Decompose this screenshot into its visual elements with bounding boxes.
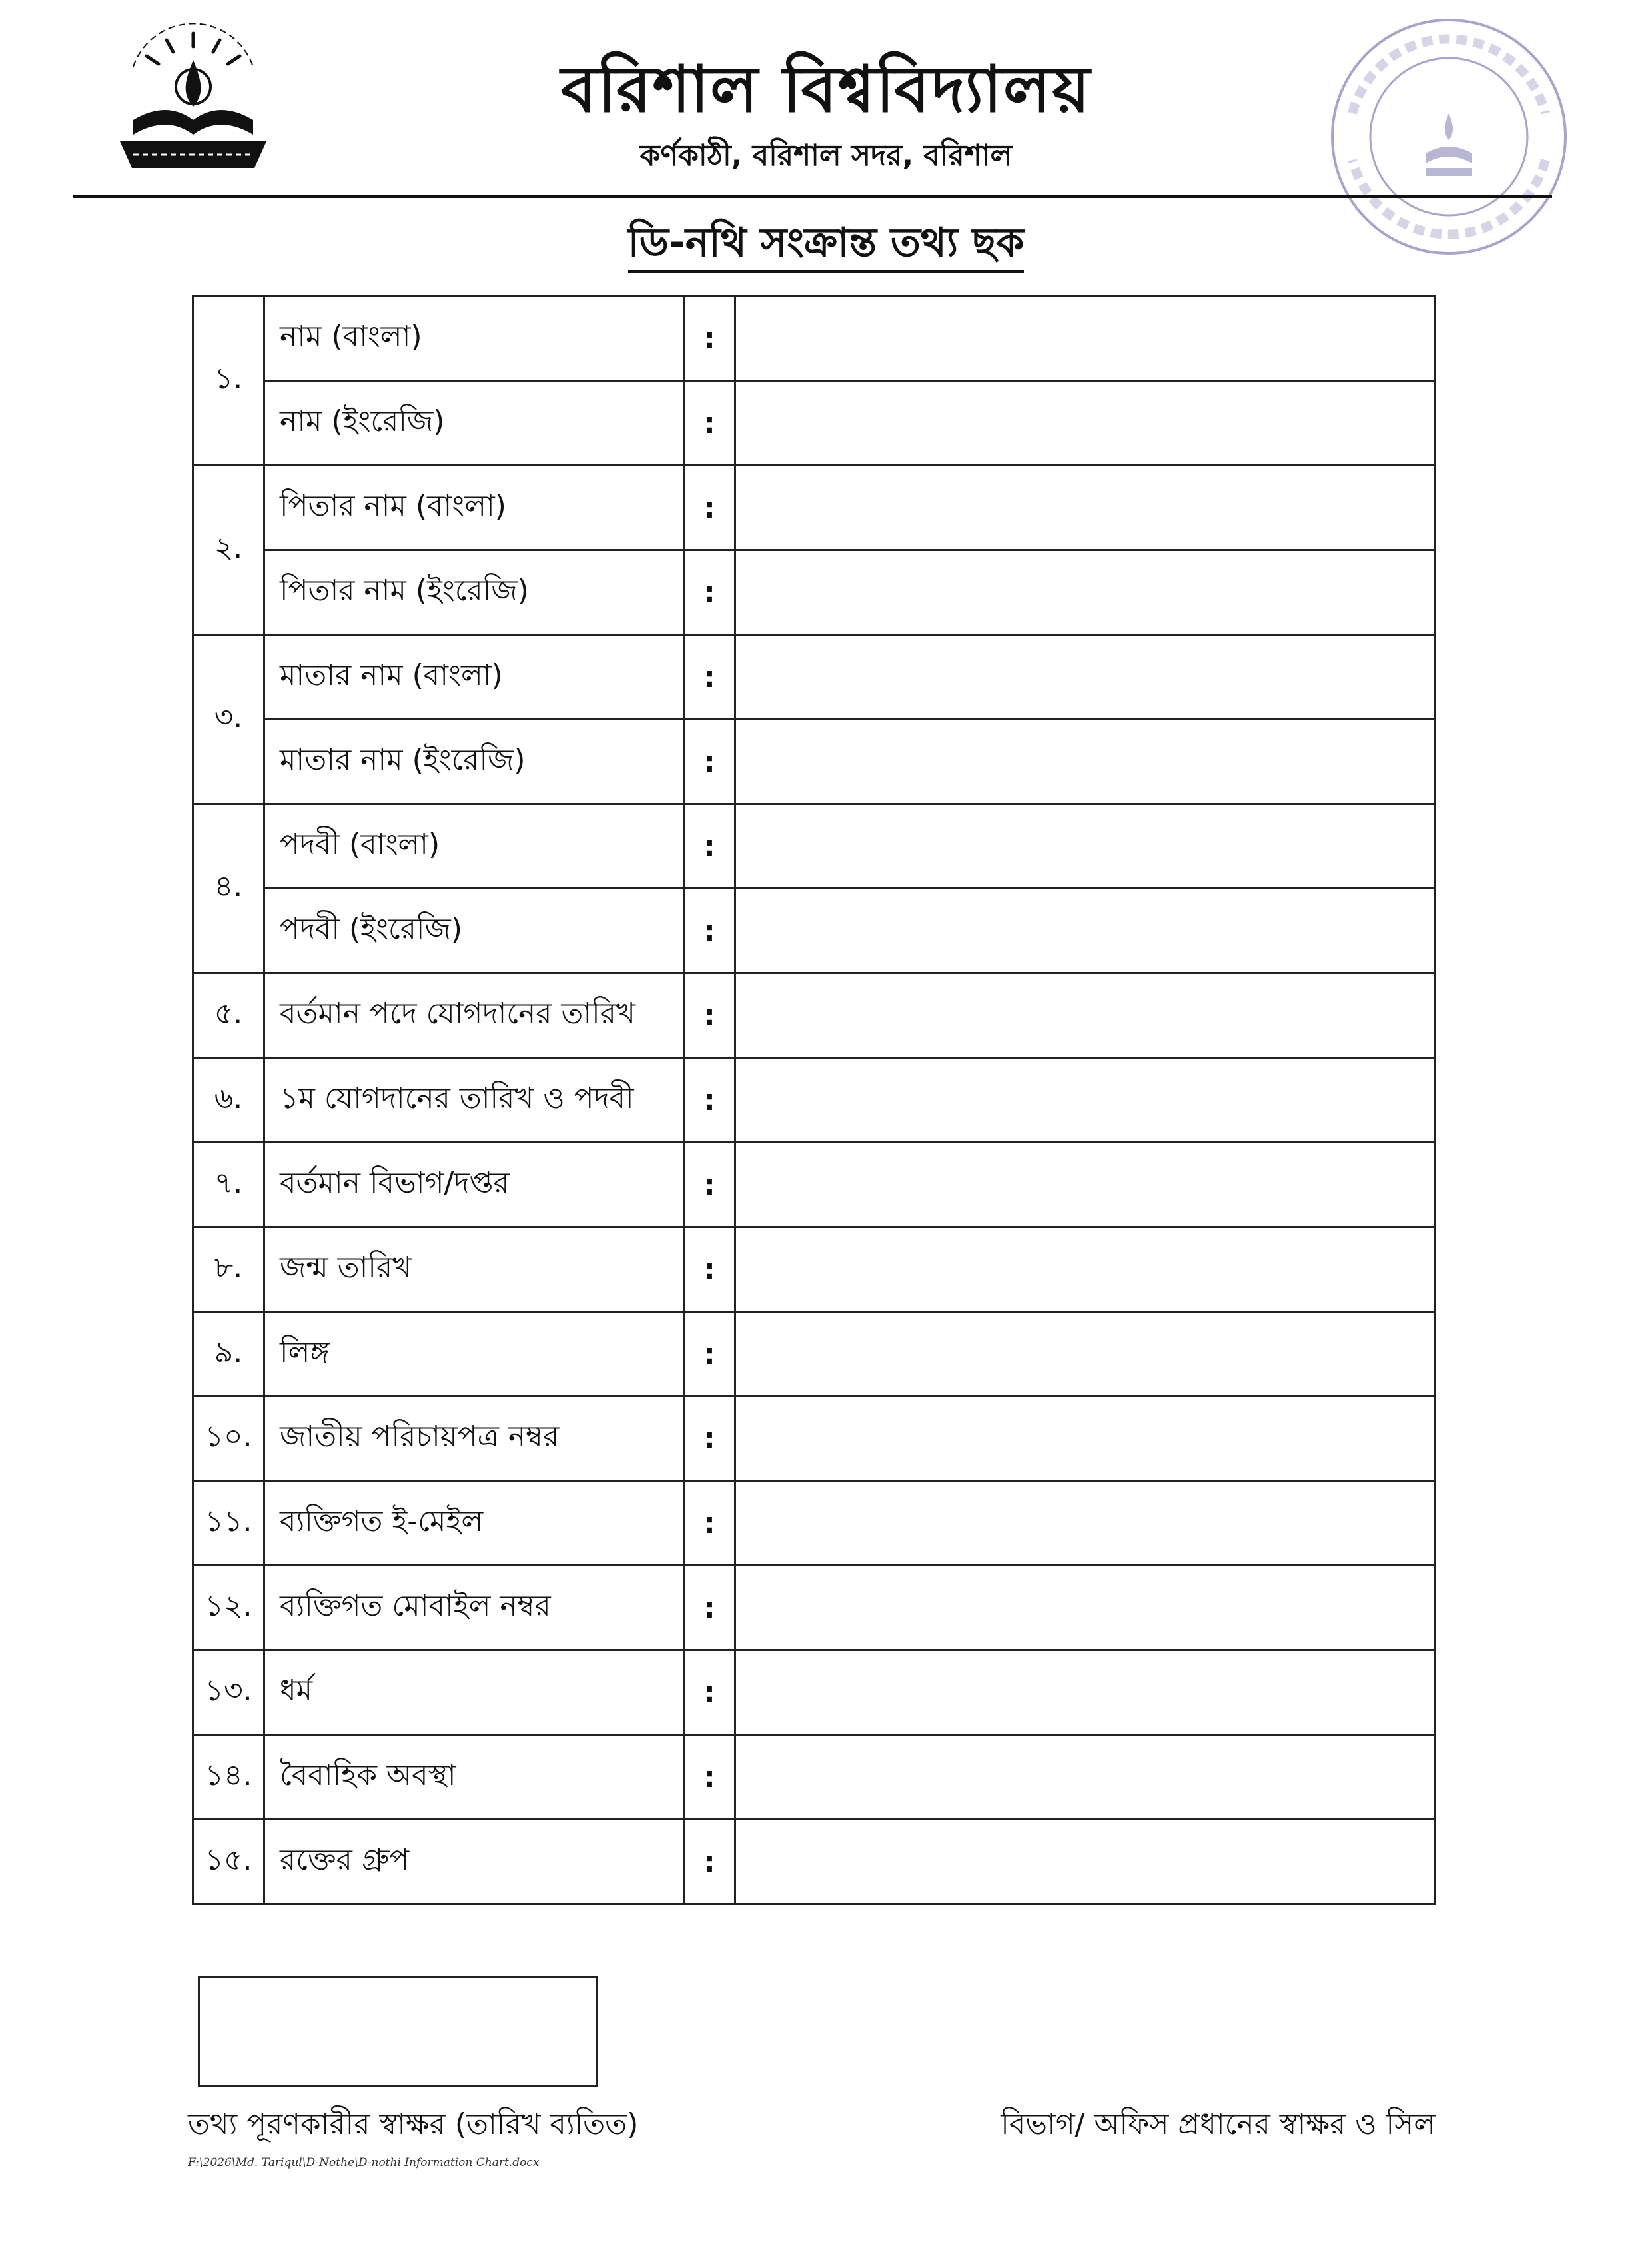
table-row xyxy=(193,889,1436,973)
table-row xyxy=(193,1058,1436,1143)
field-label: ১ম যোগদানের তারিখ ও পদবী xyxy=(264,1058,684,1143)
row-number: ৬. xyxy=(193,1058,264,1143)
field-label: পদবী (ইংরেজি) xyxy=(264,889,684,973)
field-value-input[interactable] xyxy=(735,296,1436,381)
field-colon: : xyxy=(684,1820,735,1904)
field-colon: : xyxy=(684,1650,735,1735)
field-label: পদবী (বাংলা) xyxy=(264,804,684,889)
field-label: পিতার নাম (বাংলা) xyxy=(264,466,684,550)
field-value-input[interactable] xyxy=(735,804,1436,889)
table-row xyxy=(193,1650,1436,1735)
field-value-input[interactable] xyxy=(735,1312,1436,1397)
field-label: নাম (ইংরেজি) xyxy=(264,381,684,466)
field-value-input[interactable] xyxy=(735,720,1436,804)
field-colon: : xyxy=(684,381,735,466)
table-row xyxy=(193,1227,1436,1312)
field-value-input[interactable] xyxy=(735,973,1436,1058)
row-number: ১০. xyxy=(193,1397,264,1481)
university-address: কর্ণকাঠী, বরিশাল সদর, বরিশাল xyxy=(639,139,1013,173)
field-colon: : xyxy=(684,720,735,804)
field-colon: : xyxy=(684,1566,735,1650)
table-row xyxy=(193,466,1436,550)
field-colon: : xyxy=(684,1312,735,1397)
field-colon: : xyxy=(684,296,735,381)
field-colon: : xyxy=(684,1227,735,1312)
field-value-input[interactable] xyxy=(735,1650,1436,1735)
row-number: ৭. xyxy=(193,1143,264,1227)
row-number: ১২. xyxy=(193,1566,264,1650)
table-row xyxy=(193,635,1436,720)
field-colon: : xyxy=(684,1058,735,1143)
field-label: ব্যক্তিগত মোবাইল নম্বর xyxy=(264,1566,684,1650)
table-row xyxy=(193,1397,1436,1481)
field-value-input[interactable] xyxy=(735,550,1436,635)
row-number: ১৪. xyxy=(193,1735,264,1820)
office-head-signature-label: বিভাগ/ অফিস প্রধানের স্বাক্ষর ও সিল xyxy=(1001,2107,1436,2141)
table-row xyxy=(193,1312,1436,1397)
field-value-input[interactable] xyxy=(735,1143,1436,1227)
row-number: ৫. xyxy=(193,973,264,1058)
table-row xyxy=(193,550,1436,635)
information-table xyxy=(192,295,1436,1905)
field-colon: : xyxy=(684,973,735,1058)
field-label: বর্তমান বিভাগ/দপ্তর xyxy=(264,1143,684,1227)
field-colon: : xyxy=(684,1143,735,1227)
field-colon: : xyxy=(684,804,735,889)
university-name: বরিশাল বিশ্ববিদ্যালয় xyxy=(560,52,1092,127)
field-label: ধর্ম xyxy=(264,1650,684,1735)
field-value-input[interactable] xyxy=(735,466,1436,550)
field-value-input[interactable] xyxy=(735,889,1436,973)
field-colon: : xyxy=(684,1735,735,1820)
row-number: ১. xyxy=(193,296,264,466)
field-label: বর্তমান পদে যোগদানের তারিখ xyxy=(264,973,684,1058)
field-value-input[interactable] xyxy=(735,1397,1436,1481)
field-value-input[interactable] xyxy=(735,1481,1436,1566)
filler-signature-label: তথ্য পূরণকারীর স্বাক্ষর (তারিখ ব্যতিত) xyxy=(188,2107,639,2141)
field-value-input[interactable] xyxy=(735,1735,1436,1820)
field-label: মাতার নাম (ইংরেজি) xyxy=(264,720,684,804)
field-colon: : xyxy=(684,635,735,720)
field-value-input[interactable] xyxy=(735,381,1436,466)
table-row xyxy=(193,804,1436,889)
form-title: ডি-নথি সংক্রান্ত তথ্য ছক xyxy=(0,212,1652,279)
table-row xyxy=(193,1566,1436,1650)
file-path-footer: F:\2026\Md. Tariqul\D-Nothe\D-nothi Information Chart.docx xyxy=(188,2156,540,2169)
field-label: পিতার নাম (ইংরেজি) xyxy=(264,550,684,635)
row-number: ৪. xyxy=(193,804,264,973)
table-row xyxy=(193,1735,1436,1820)
field-colon: : xyxy=(684,1481,735,1566)
row-number: ৩. xyxy=(193,635,264,804)
table-row xyxy=(193,1481,1436,1566)
header-divider xyxy=(73,195,1552,198)
field-label: মাতার নাম (বাংলা) xyxy=(264,635,684,720)
row-number: ৮. xyxy=(193,1227,264,1312)
field-label: জাতীয় পরিচায়পত্র নম্বর xyxy=(264,1397,684,1481)
table-row xyxy=(193,720,1436,804)
field-label: রক্তের গ্রুপ xyxy=(264,1820,684,1904)
field-value-input[interactable] xyxy=(735,1058,1436,1143)
row-number: ১১. xyxy=(193,1481,264,1566)
field-colon: : xyxy=(684,1397,735,1481)
row-number: ১৫. xyxy=(193,1820,264,1904)
field-label: ব্যক্তিগত ই-মেইল xyxy=(264,1481,684,1566)
table-row xyxy=(193,381,1436,466)
field-label: জন্ম তারিখ xyxy=(264,1227,684,1312)
row-number: ৯. xyxy=(193,1312,264,1397)
table-row xyxy=(193,1820,1436,1904)
field-value-input[interactable] xyxy=(735,1227,1436,1312)
signature-box[interactable] xyxy=(198,1976,598,2087)
field-value-input[interactable] xyxy=(735,1566,1436,1650)
row-number: ১৩. xyxy=(193,1650,264,1735)
field-label: লিঙ্গ xyxy=(264,1312,684,1397)
field-label: বৈবাহিক অবস্থা xyxy=(264,1735,684,1820)
row-number: ২. xyxy=(193,466,264,635)
table-row xyxy=(193,973,1436,1058)
field-label: নাম (বাংলা) xyxy=(264,296,684,381)
field-value-input[interactable] xyxy=(735,1820,1436,1904)
field-colon: : xyxy=(684,466,735,550)
table-row xyxy=(193,296,1436,381)
field-colon: : xyxy=(684,550,735,635)
table-row xyxy=(193,1143,1436,1227)
field-value-input[interactable] xyxy=(735,635,1436,720)
field-colon: : xyxy=(684,889,735,973)
